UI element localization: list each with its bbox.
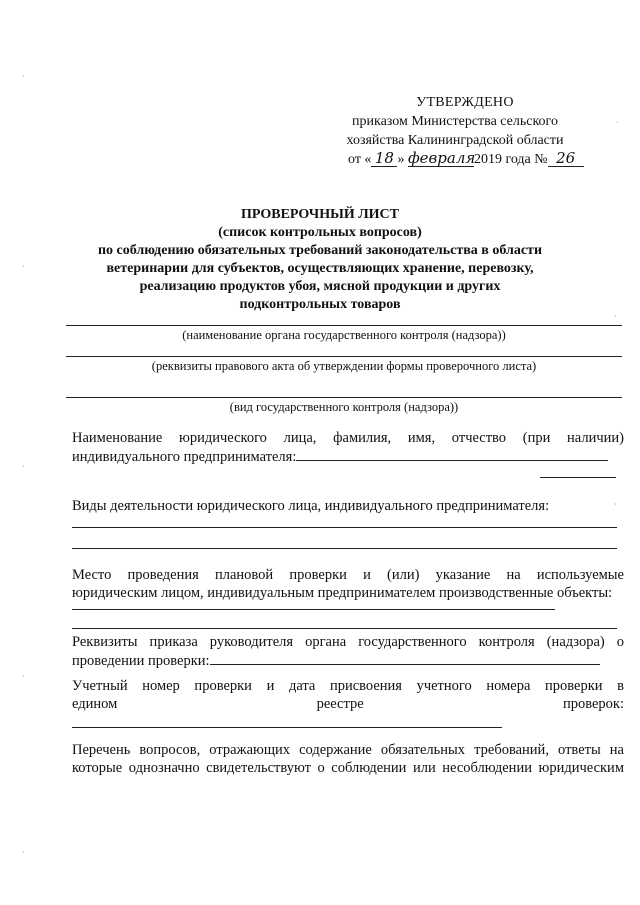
title-line-6: подконтрольных товаров	[239, 297, 401, 312]
document-title	[85, 206, 555, 314]
organ-name-line[interactable]	[66, 325, 622, 326]
order-line-2: проведении проверки:	[72, 653, 210, 669]
title-sub: (список контрольных вопросов)	[218, 225, 422, 240]
registration-word-3: проверок:	[562, 696, 624, 712]
approval-day: 18	[371, 151, 397, 167]
title-line-5: реализацию продуктов убоя, мясной продукции и других	[139, 279, 501, 294]
place-line-field-1[interactable]	[72, 609, 555, 610]
control-type-caption: (вид государственного контроля (надзора))	[229, 400, 459, 414]
approval-block	[300, 93, 610, 169]
approval-date-line	[300, 150, 610, 169]
questions-line-1: Перечень вопросов, отражающих содержание обязательных требований, ответы на	[72, 742, 624, 758]
entity-name-line-2: индивидуального предпринимателя:	[72, 449, 297, 465]
control-type-line[interactable]	[66, 397, 622, 398]
scan-mark: ·	[614, 312, 617, 321]
place-line-field-2[interactable]	[72, 628, 617, 629]
title-line-3: по соблюдению обязательных требований законодательства в области	[97, 243, 543, 258]
questions-section	[72, 741, 624, 777]
scan-mark: ·	[616, 118, 619, 127]
questions-line-2: которые однозначно свидетельствуют о соблюдении или несоблюдении юридическим	[72, 760, 624, 776]
place-line-1: Место проведения плановой проверки и (или) указание на используемые	[72, 567, 624, 583]
scan-mark: ·	[22, 462, 25, 471]
activities-line-1[interactable]	[72, 527, 617, 528]
approval-close-quote: »	[397, 152, 405, 167]
registration-word-2: реестре	[316, 696, 364, 712]
title-line-4: ветеринарии для субъектов, осуществляющих хранение, перевозку,	[106, 261, 534, 276]
approval-line-2: приказом Министерства сельского	[352, 114, 558, 129]
registration-field[interactable]	[72, 727, 502, 728]
entity-name-line-2-wrap	[72, 447, 624, 466]
scan-mark: ·	[614, 500, 617, 509]
order-line-2-wrap	[72, 651, 624, 670]
place-section	[72, 566, 624, 602]
approval-from: от «	[348, 152, 372, 167]
scan-mark: ·	[22, 262, 25, 271]
requisites-line[interactable]	[66, 356, 622, 357]
scan-mark: ·	[22, 72, 25, 81]
activities-line-2[interactable]	[72, 548, 617, 549]
registration-line-2	[72, 695, 624, 713]
registration-section	[72, 677, 624, 713]
registration-word-1: едином	[72, 696, 118, 712]
entity-name-section	[72, 429, 624, 466]
organ-name-caption: (наименование органа государственного контроля (надзора))	[182, 328, 506, 342]
approval-heading: УТВЕРЖДЕНО	[416, 95, 514, 110]
scan-mark: ·	[22, 672, 25, 681]
entity-name-line-1: Наименование юридического лица, фамилия, имя, отчество (при наличии)	[72, 430, 624, 446]
order-field[interactable]	[210, 651, 600, 665]
scan-mark: ·	[22, 848, 25, 857]
title-main: ПРОВЕРОЧНЫЙ ЛИСТ	[240, 207, 399, 222]
activities-label: Виды деятельности юридического лица, индивидуального предпринимателя:	[72, 498, 550, 514]
approval-number: 26	[548, 151, 584, 167]
entity-name-field[interactable]	[296, 447, 608, 461]
registration-line-1: Учетный номер проверки и дата присвоения учетного номера проверки в	[72, 678, 624, 694]
approval-year: 2019 года №	[473, 152, 548, 167]
order-section	[72, 633, 624, 670]
approval-month: февраля	[407, 149, 476, 167]
requisites-caption: (реквизиты правового акта об утверждении формы проверочного листа)	[151, 359, 537, 373]
approval-line-3: хозяйства Калининградской области	[346, 133, 564, 148]
entity-name-extra-line[interactable]	[540, 477, 616, 478]
place-line-2: юридическим лицом, индивидуальным предпринимателем производственные объекты:	[72, 585, 613, 601]
order-line-1: Реквизиты приказа руководителя органа государственного контроля (надзора) о	[72, 634, 624, 650]
